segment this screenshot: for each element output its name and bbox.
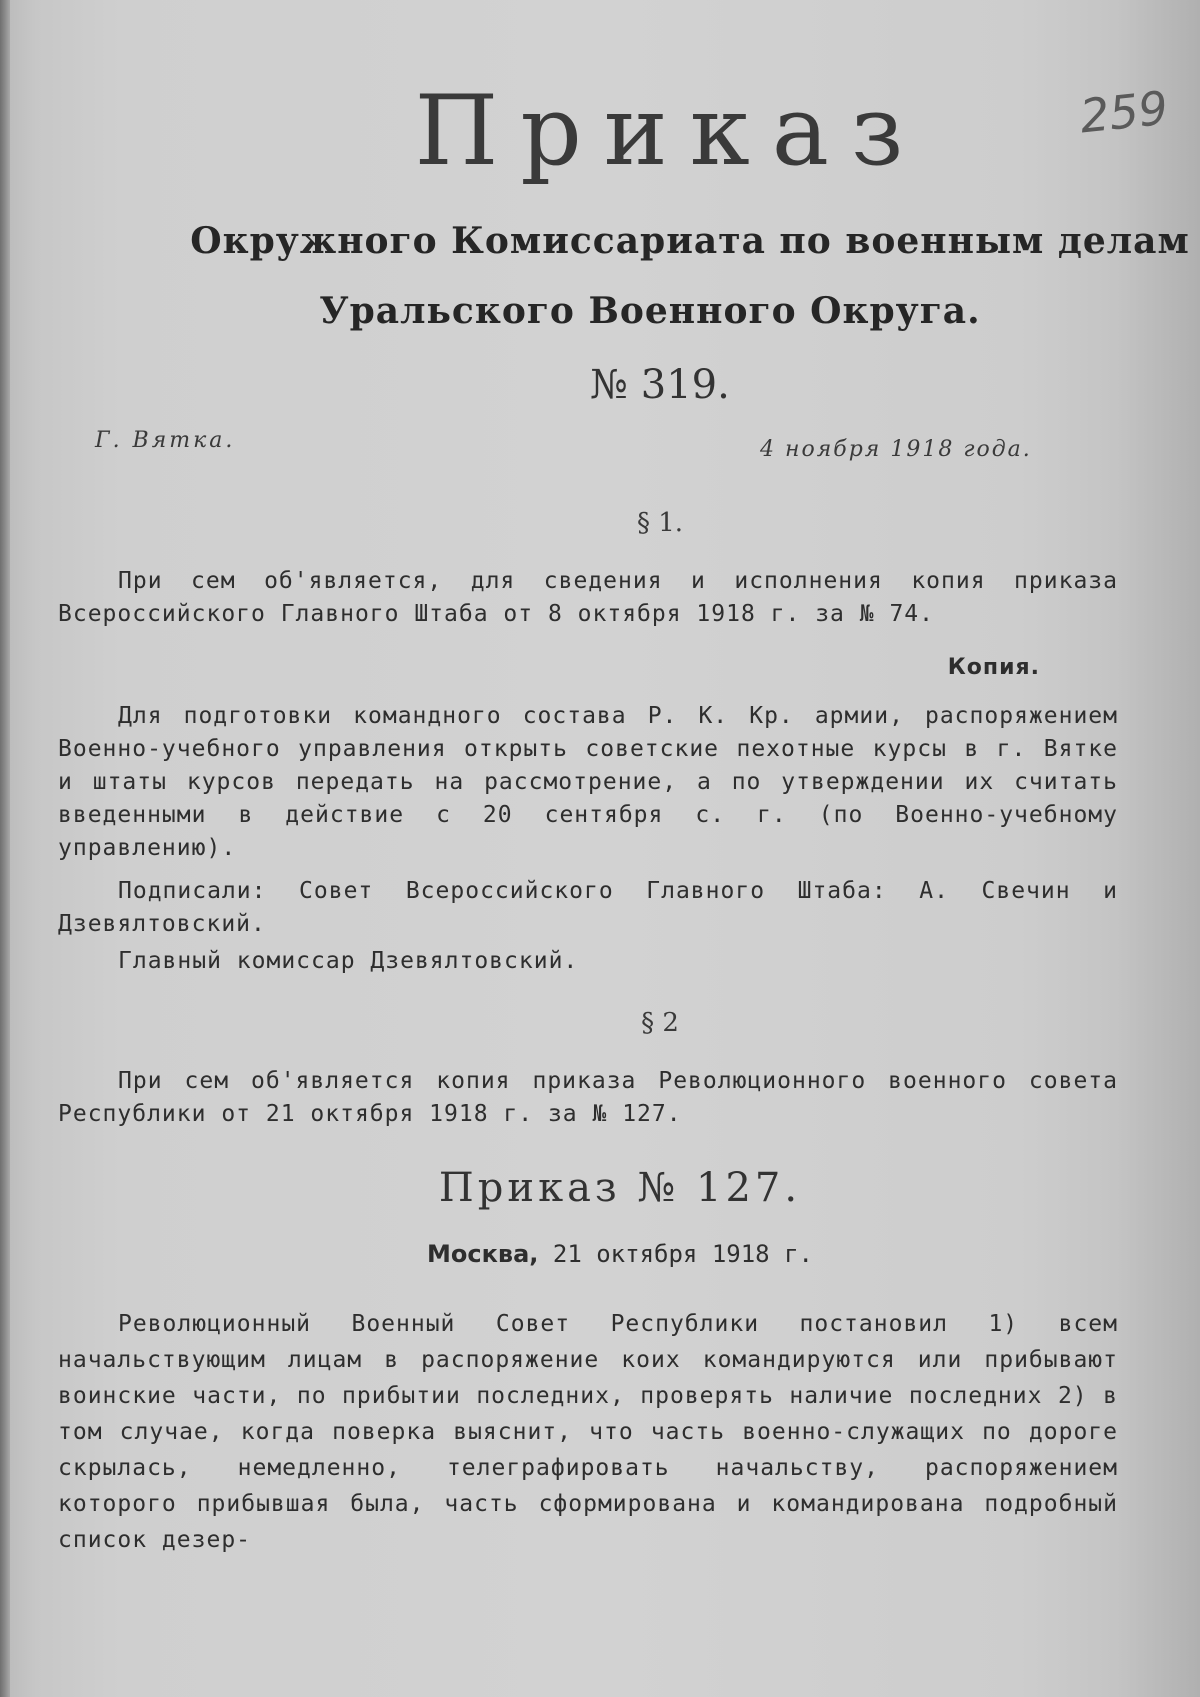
archive-page-number: 259 [1077, 80, 1171, 144]
order-number: № 319. [590, 362, 730, 408]
copy-label: Копия. [947, 655, 1040, 680]
issue-date: 4 ноября 1918 года. [760, 437, 1032, 462]
section-1-mark: § 1. [636, 508, 684, 538]
section-1-intro: При сем об'является, для сведения и исполнения копия приказа Всероссийского Главного Штаба от 8 октября 1918 г. за № 74. [58, 568, 1118, 627]
order-127-place-date [0, 1240, 1200, 1268]
section-2-mark: § 2 [641, 1008, 679, 1038]
order-127-date: 21 октября 1918 г. [552, 1240, 813, 1268]
section-1-commissar: Главный комиссар Дзевялтовский. [118, 948, 579, 974]
issuer-line-1: Окружного Комиссариата по военным делам [190, 220, 1190, 262]
order-127-title: Приказ № 127. [438, 1165, 802, 1211]
document-title: Приказ [414, 75, 926, 187]
section-1-body: Для подготовки командного состава Р. К. Кр. армии, распоряжением Военно-учебного управления открыть советские пехотные курсы в г. Вятке и штаты курсов передать на рассмотрение, а по утверждении их считать введенными в действие с 20 сентября с. г. (по Военно-учебному управлению). [58, 703, 1118, 861]
issue-city: Г. Вятка. [95, 428, 236, 453]
section-2-intro: При сем об'является копия приказа Революционного военного совета Республики от 21 октября 1918 г. за № 127. [58, 1068, 1118, 1127]
section-1-signatories: Подписали: Совет Всероссийского Главного Штаба: А. Свечин и Дзевялтовский. [58, 878, 1118, 937]
issuer-line-2: Уральского Военного Округа. [319, 290, 981, 332]
order-127-body: Революционный Военный Совет Республики постановил 1) всем начальствующим лицам в распоряжение коих командируются или прибывают воинские части, по прибытии последних, проверять наличие последних 2) в том случае, когда поверка выяснит, что часть военно-служащих по дороге скрылась, немедленно, телеграфировать начальству, распоряжением которого прибывшая была, часть сформирована и командирована подробный список дезер- [58, 1311, 1118, 1553]
order-127-place: Москва, [427, 1240, 539, 1268]
